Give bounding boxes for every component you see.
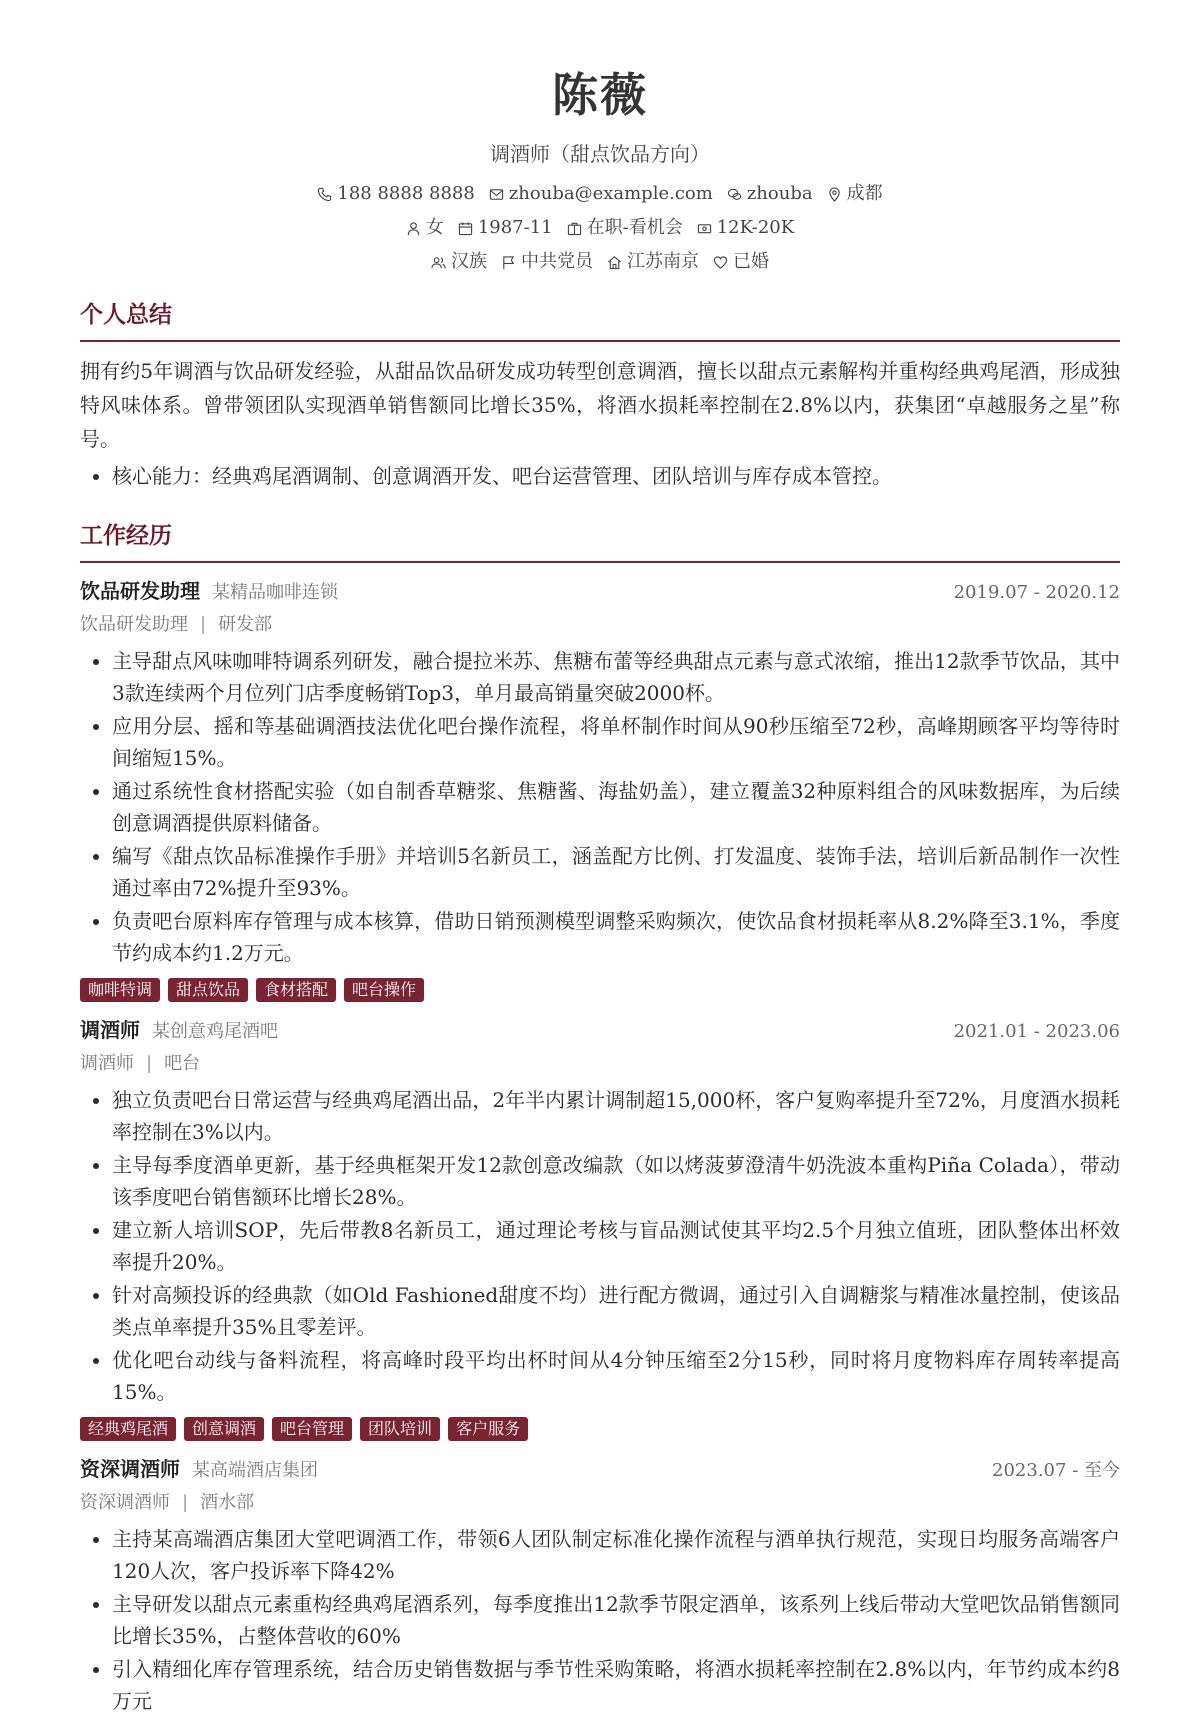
summary-bullets (80, 460, 1120, 493)
job-bullet: • 应用分层、摇和等基础调酒技法优化吧台操作流程，将单杯制作时间从90秒压缩至72秒，高峰期顾客平均等待时间缩短15%。 (112, 710, 1120, 775)
separator: | (200, 613, 207, 635)
salary-icon (697, 221, 712, 236)
job-entry (80, 1014, 1120, 1441)
job-position: 调酒师 (80, 1052, 134, 1074)
job-position: 饮品研发助理 (80, 613, 188, 635)
email-text: zhouba@example.com (508, 183, 713, 204)
politics-text: 中共党员 (521, 251, 593, 272)
job-bullet: • 负责吧台原料库存管理与成本核算，借助日销预测模型调整采购频次，使饮品食材损耗率从8.2%降至3.1%，季度节约成本约1.2万元。 (112, 905, 1120, 970)
job-date: 2023.07 - 至今 (992, 1459, 1120, 1481)
experience-title: 工作经历 (80, 519, 1120, 563)
job-tags (80, 1417, 1120, 1441)
phone-text: 188 8888 8888 (337, 183, 475, 204)
birth-text: 1987-11 (477, 217, 553, 238)
job-bullet: • 引入精细化库存管理系统，结合历史销售数据与季节性采购策略，将酒水损耗率控制在2.8%以内，年节约成本约8万元 (112, 1653, 1120, 1718)
job-tags (80, 978, 1120, 1002)
experience-section (80, 519, 1120, 1718)
job-bullet: • 独立负责吧台日常运营与经典鸡尾酒出品，2年半内累计调制超15,000杯，客户复购率提升至72%，月度酒水损耗率控制在3%以内。 (112, 1084, 1120, 1149)
location-icon (827, 187, 842, 202)
job-bullets (80, 1523, 1120, 1718)
job-subline (80, 609, 1120, 641)
marital-item (713, 248, 769, 276)
salary-item (697, 214, 794, 242)
job-date: 2019.07 - 2020.12 (953, 581, 1120, 603)
job-header (80, 1453, 1120, 1487)
hometown-item (607, 248, 699, 276)
job-dept: 酒水部 (200, 1491, 255, 1513)
location-text: 成都 (846, 183, 883, 204)
home-icon (607, 255, 622, 270)
job-dept: 吧台 (164, 1052, 201, 1074)
salary-text: 12K-20K (716, 217, 795, 238)
ethnicity-item (431, 248, 487, 276)
skill-tag: 甜点饮品 (168, 978, 248, 1002)
skill-tag: 吧台操作 (344, 978, 424, 1002)
people-icon (431, 255, 446, 270)
phone-item (317, 180, 474, 208)
phone-icon (317, 187, 332, 202)
summary-bullet: • 核心能力：经典鸡尾酒调制、创意调酒开发、吧台运营管理、团队培训与库存成本管控。 (112, 460, 1120, 493)
skill-tag: 创意调酒 (184, 1417, 264, 1441)
user-icon (406, 221, 421, 236)
job-bullet: • 优化吧台动线与备料流程，将高峰时段平均出杯时间从4分钟压缩至2分15秒，同时将月度物料库存周转率提高15%。 (112, 1344, 1120, 1409)
ethnicity-text: 汉族 (451, 251, 487, 272)
location-item (827, 180, 883, 208)
job-dept: 研发部 (218, 613, 273, 635)
birth-item (458, 214, 553, 242)
summary-section (80, 298, 1120, 493)
status-text: 在职-看机会 (586, 217, 683, 238)
job-date: 2021.01 - 2023.06 (953, 1020, 1120, 1042)
job-bullet: • 建立新人培训SOP，先后带教8名新员工，通过理论考核与盲品测试使其平均2.5个月独立值班，团队整体出杯效率提升20%。 (112, 1214, 1120, 1279)
contact-row-1 (80, 180, 1120, 208)
job-company: 某高端酒店集团 (192, 1459, 318, 1481)
candidate-name: 陈薇 (552, 68, 648, 122)
skill-tag: 咖啡特调 (80, 978, 160, 1002)
job-entry (80, 575, 1120, 1002)
skill-tag: 客户服务 (448, 1417, 528, 1441)
skill-tag: 经典鸡尾酒 (80, 1417, 176, 1441)
skill-tag: 团队培训 (360, 1417, 440, 1441)
job-header (80, 575, 1120, 609)
job-bullet: • 主持某高端酒店集团大堂吧调酒工作，带领6人团队制定标准化操作流程与酒单执行规范，实现日均服务高端客户120人次，客户投诉率下降42% (112, 1523, 1120, 1588)
job-bullet: • 主导甜点风味咖啡特调系列研发，融合提拉米苏、焦糖布蕾等经典甜点元素与意式浓缩，推出12款季节饮品，其中3款连续两个月位列门店季度畅销Top3，单月最高销量突破2000杯。 (112, 645, 1120, 710)
job-bullet: • 主导每季度酒单更新，基于经典框架开发12款创意改编款（如以烤菠萝澄清牛奶洗波本重构Piña Colada），带动该季度吧台销售额环比增长28%。 (112, 1149, 1120, 1214)
job-role: 饮品研发助理 (80, 578, 200, 603)
job-company: 某精品咖啡连锁 (212, 581, 338, 603)
wechat-item (727, 180, 813, 208)
mail-icon (489, 187, 504, 202)
calendar-icon (458, 221, 473, 236)
separator: | (182, 1491, 189, 1513)
summary-paragraph: 拥有约5年调酒与饮品研发经验，从甜品饮品研发成功转型创意调酒，擅长以甜点元素解构并重构经典鸡尾酒，形成独特风味体系。曾带领团队实现酒单销售额同比增长35%，将酒水损耗率控制在2.8%以内，获集团“卓越服务之星”称号。 (80, 359, 1120, 451)
job-bullet: • 主导研发以甜点元素重构经典鸡尾酒系列，每季度推出12款季节限定酒单，该系列上线后带动大堂吧饮品销售额同比增长35%，占整体营收的60% (112, 1588, 1120, 1653)
heart-icon (713, 255, 728, 270)
job-subline (80, 1487, 1120, 1519)
marital-text: 已婚 (733, 251, 769, 272)
job-bullet: • 通过系统性食材搭配实验（如自制香草糖浆、焦糖酱、海盐奶盖），建立覆盖32种原料组合的风味数据库，为后续创意调酒提供原料储备。 (112, 775, 1120, 840)
job-title: 调酒师（甜点饮品方向） (490, 142, 710, 166)
wechat-text: zhouba (746, 183, 813, 204)
job-role: 资深调酒师 (80, 1456, 180, 1481)
politics-item (501, 248, 593, 276)
contact-row-3 (80, 248, 1120, 276)
job-bullets (80, 1084, 1120, 1409)
job-entry (80, 1453, 1120, 1718)
briefcase-icon (567, 221, 582, 236)
job-position: 资深调酒师 (80, 1491, 170, 1513)
status-item (567, 214, 683, 242)
job-subline (80, 1048, 1120, 1080)
gender-text: 女 (425, 217, 444, 238)
job-bullet: • 针对高频投诉的经典款（如Old Fashioned甜度不均）进行配方微调，通过引入自调糖浆与精准冰量控制，使该品类点单率提升35%且零差评。 (112, 1279, 1120, 1344)
skill-tag: 吧台管理 (272, 1417, 352, 1441)
skill-tag: 食材搭配 (256, 978, 336, 1002)
hometown-text: 江苏南京 (627, 251, 699, 272)
contact-row-2 (80, 214, 1120, 242)
gender-item (406, 214, 444, 242)
email-item (489, 180, 713, 208)
job-header (80, 1014, 1120, 1048)
separator: | (146, 1052, 153, 1074)
job-company: 某创意鸡尾酒吧 (152, 1020, 278, 1042)
job-bullet: • 编写《甜点饮品标准操作手册》并培训5名新员工，涵盖配方比例、打发温度、装饰手法，培训后新品制作一次性通过率由72%提升至93%。 (112, 840, 1120, 905)
job-bullets (80, 645, 1120, 970)
wechat-icon (727, 187, 742, 202)
flag-icon (501, 255, 516, 270)
job-role: 调酒师 (80, 1017, 140, 1042)
summary-title: 个人总结 (80, 298, 1120, 342)
